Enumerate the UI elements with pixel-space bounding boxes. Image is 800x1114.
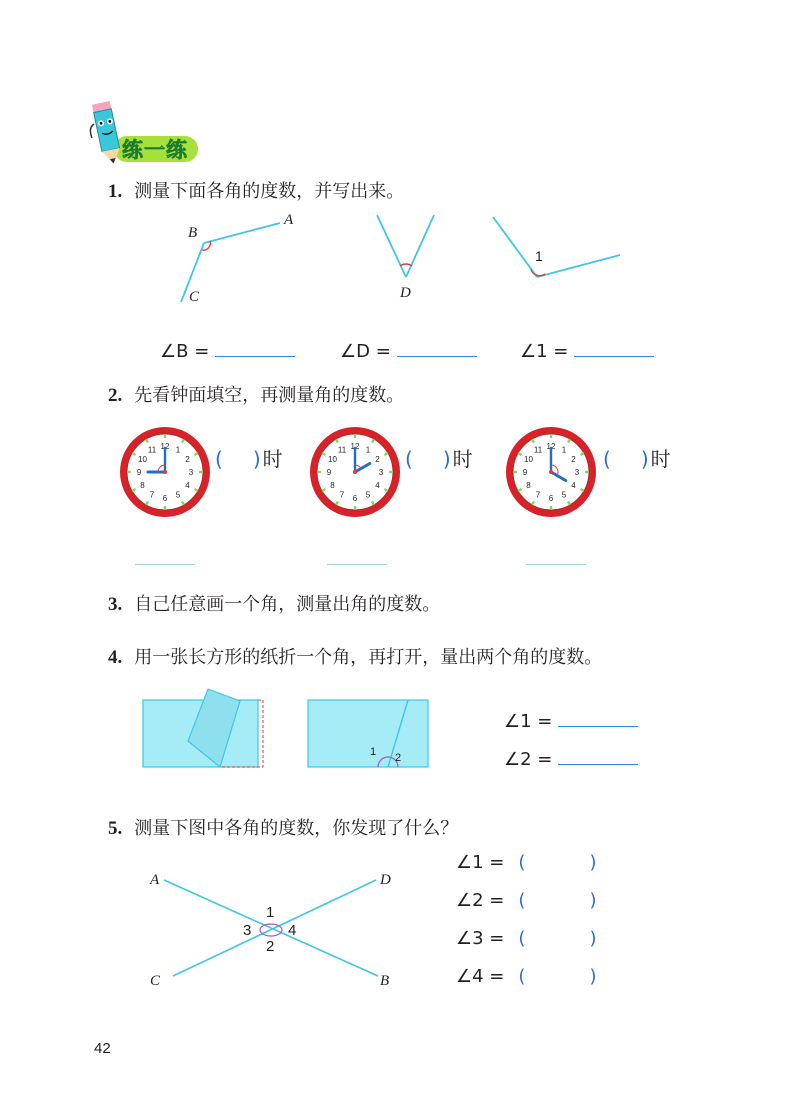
question-3 [108,590,440,616]
angle-label-3: 3 [243,922,252,939]
question-2 [108,381,404,407]
clock-number: 2 [185,455,190,464]
clock-number: 1 [561,445,567,455]
point-label-c: C [189,289,200,305]
clock-number: 7 [339,490,345,500]
question-number: 3. [108,594,123,615]
clock-2 [307,424,403,520]
clock-number: 10 [138,455,147,464]
fold-angle-label-2: 2 [395,752,402,764]
question-text: 用一张长方形的纸折一个角，再打开，量出两个角的度数。 [134,647,603,668]
section-header [86,98,206,168]
answer-angle-2: ∠2 = ( ) [456,890,597,911]
clock-number: 1 [175,445,181,455]
clock-number: 2 [375,455,380,464]
section-title: 练一练 [122,138,188,162]
clock-number: 3 [574,468,580,477]
clock-number: 4 [375,481,380,490]
answer-angle-4: ∠4 = ( ) [456,966,597,987]
clock-number: 3 [378,468,384,477]
clock-number: 7 [535,490,541,500]
clock-center [163,470,167,474]
clock-number: 5 [365,490,371,500]
answer-blank[interactable] [397,340,477,357]
answer-blank[interactable] [574,340,654,357]
question-text: 先看钟面填空，再测量角的度数。 [134,385,405,406]
question-text: 测量下面各角的度数，并写出来。 [134,181,405,202]
answer-blank[interactable] [215,340,295,357]
clock-center [549,470,553,474]
hour-blank-2[interactable]: ( ) 时 [405,447,473,471]
clock-number: 6 [162,494,168,503]
clock-number: 11 [337,445,347,455]
clock-number: 5 [175,490,181,500]
answer-angle-1: ∠1 = [520,340,654,362]
question-number: 1. [108,181,123,202]
angle-label-1: 1 [266,904,275,921]
question-1 [108,177,404,203]
point-label-b: B [188,225,198,241]
angle-d-figure [377,215,434,277]
point-label-a: A [150,872,160,888]
question-text: 自己任意画一个角，测量出角的度数。 [134,594,441,615]
clock-number: 5 [561,490,567,500]
clock-number: 11 [533,445,543,455]
clock-number: 7 [149,490,155,500]
question-5 [108,814,458,840]
point-label-c: C [150,973,161,989]
clock-number: 6 [548,494,554,503]
clock-number: 10 [328,455,337,464]
clock-number: 11 [147,445,157,455]
clock-number: 8 [526,481,531,490]
point-label-d: D [380,872,391,888]
hour-blank-1[interactable]: ( ) 时 [215,447,283,471]
point-label-b: B [380,973,390,989]
answer-fold-angle-1: ∠1 = [504,710,638,732]
intersecting-lines-figure [140,860,410,995]
answer-fold-angle-2: ∠2 = [504,748,638,770]
fold-angle-label-1: 1 [370,746,377,758]
clock-number: 8 [140,481,145,490]
question-number: 4. [108,647,123,668]
clock-center [353,470,357,474]
clock-number: 6 [352,494,358,503]
clock-number: 12 [350,442,360,451]
hour-blank-3[interactable]: ( ) 时 [603,447,671,471]
clock-number: 4 [571,481,576,490]
degree-blank-3[interactable] [526,564,586,565]
point-label-d: D [400,285,411,301]
angle-1-figure [493,217,620,277]
answer-angle-b: ∠B = [160,340,295,362]
answer-angle-3: ∠3 = ( ) [456,928,597,949]
page-number: 42 [94,1040,111,1057]
answer-angle-d: ∠D = [340,340,477,362]
clock-number: 9 [326,468,332,477]
angle-label-2: 2 [266,938,275,955]
clock-number: 12 [160,442,170,451]
question-number: 5. [108,818,123,839]
clock-number: 4 [185,481,190,490]
point-label-a: A [284,212,294,228]
question-number: 2. [108,385,123,406]
answer-angle-1: ∠1 = ( ) [456,852,597,873]
clock-number: 9 [136,468,142,477]
clock-number: 10 [524,455,533,464]
clock-3 [503,424,599,520]
clock-number: 9 [522,468,528,477]
angle-label-4: 4 [288,922,297,939]
clock-number: 8 [330,481,335,490]
angle-1-arc [531,269,545,276]
clock-number: 12 [546,442,556,451]
clock-1 [117,424,213,520]
question-4 [108,643,602,669]
clock-number: 2 [571,455,576,464]
answer-blank[interactable] [558,710,638,727]
question-text: 测量下图中各角的度数，你发现了什么？ [134,818,459,839]
clock-number: 1 [365,445,371,455]
clock-number: 3 [188,468,194,477]
degree-blank-2[interactable] [327,564,387,565]
answer-blank[interactable] [558,748,638,765]
angle-label-1: 1 [535,248,543,264]
degree-blank-1[interactable] [135,564,195,565]
